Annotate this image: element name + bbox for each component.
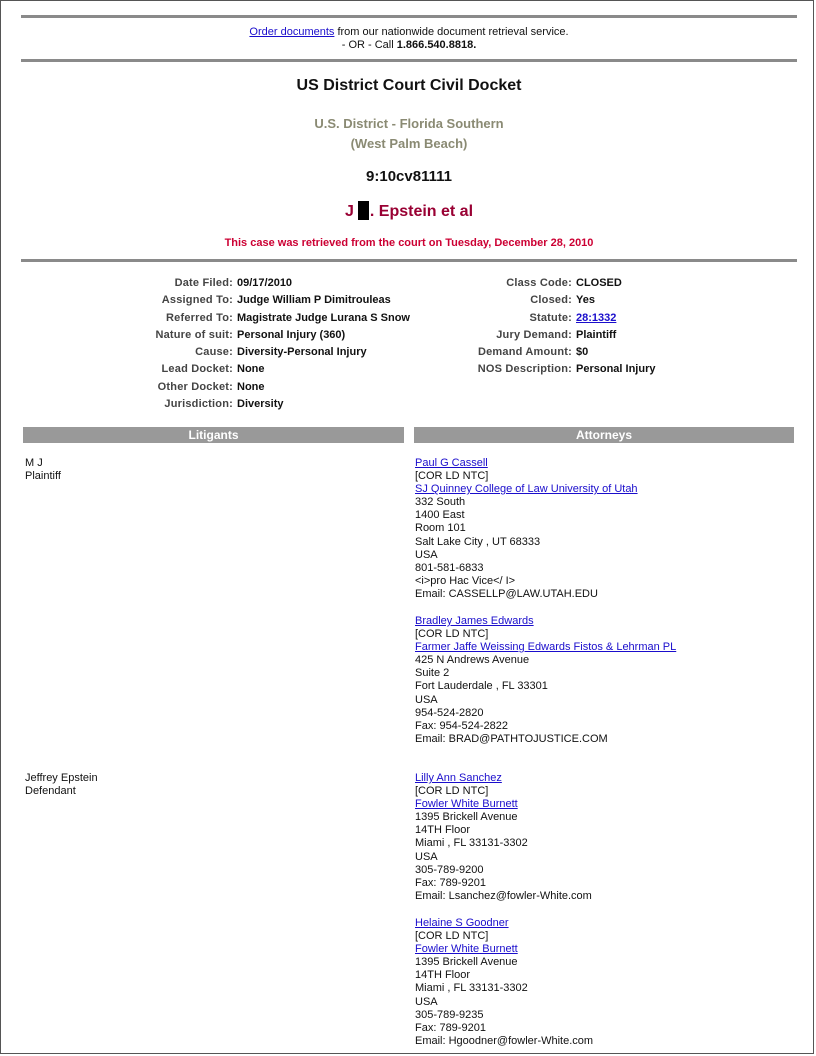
attorney-detail-line: Miami , FL 33131-3302: [415, 837, 528, 850]
info-value: Judge William P Dimitrouleas: [237, 294, 391, 307]
case-number: 9:10cv81111: [366, 168, 452, 185]
info-label: Other Docket:: [157, 380, 233, 393]
attorney-detail-line: 1400 East: [415, 509, 465, 522]
case-info-right: [453, 275, 655, 379]
attorney-detail-line: Room 101: [415, 522, 466, 535]
info-label: Cause:: [195, 346, 233, 359]
info-label: Nature of suit:: [155, 328, 233, 341]
info-label: Jury Demand:: [496, 328, 572, 341]
or-call-text: - OR - Call: [341, 39, 397, 51]
attorney-name-link[interactable]: Bradley James Edwards: [415, 615, 534, 627]
attorney-detail-line: 954-524-2820: [415, 706, 484, 719]
info-value: None: [237, 363, 265, 376]
info-label: NOS Description:: [477, 363, 572, 376]
info-value: None: [237, 380, 265, 393]
info-divider: [21, 259, 797, 262]
attorney-detail-line: Salt Lake City , UT 68333: [415, 535, 541, 548]
info-row: [121, 310, 410, 327]
info-value: Plaintiff: [576, 328, 617, 341]
info-label: Assigned To:: [161, 294, 233, 307]
attorney-detail-line: 14TH Floor: [415, 969, 471, 982]
info-value: Diversity-Personal Injury: [237, 346, 367, 359]
info-row: [453, 361, 655, 378]
attorney-name-link[interactable]: Helaine S Goodner: [415, 917, 509, 929]
attorneys-header: Attorneys: [414, 427, 794, 443]
info-row: [453, 275, 655, 292]
info-label: Statute:: [529, 311, 572, 324]
attorney-detail-line: 305-789-9200: [415, 863, 484, 876]
order-banner-text: from our nationwide document retrieval service.: [334, 26, 569, 38]
attorney-detail-line: 14TH Floor: [415, 824, 471, 837]
attorney-block: [415, 917, 593, 1048]
attorney-detail-line: 305-789-9235: [415, 1008, 484, 1021]
attorney-designation: [COR LD NTC]: [415, 930, 489, 943]
attorney-detail-line: Suite 2: [415, 667, 450, 680]
info-label: Jurisdiction:: [164, 398, 233, 411]
info-label: Closed:: [530, 294, 572, 307]
attorney-detail-line: Email: Hgoodner@fowler-White.com: [415, 1034, 594, 1047]
case-name-suffix: . Epstein et al: [369, 203, 474, 220]
case-name: [1, 201, 816, 221]
info-row: [121, 292, 410, 309]
header-divider: [21, 59, 797, 62]
info-row: [121, 396, 410, 413]
info-value: Diversity: [237, 398, 284, 411]
redaction-block: [358, 201, 369, 220]
case-info-left: [121, 275, 410, 413]
party-plaintiff: [25, 457, 61, 483]
law-firm-link[interactable]: Fowler White Burnett: [415, 943, 518, 956]
law-firm-link[interactable]: Farmer Jaffe Weissing Edwards Fistos & Lehrman PL: [415, 641, 677, 654]
attorney-detail-line: USA: [415, 693, 438, 706]
info-row: [121, 275, 410, 292]
party-role: Defendant: [25, 785, 76, 797]
info-row: [453, 344, 655, 361]
info-row: [453, 292, 655, 309]
attorney-detail-line: Email: Lsanchez@fowler-White.com: [415, 889, 592, 902]
attorney-name-link[interactable]: Paul G Cassell: [415, 457, 488, 469]
attorney-designation: [COR LD NTC]: [415, 785, 489, 798]
district-name: U.S. District - Florida Southern: [314, 116, 504, 131]
law-firm-link[interactable]: SJ Quinney College of Law University of Utah: [415, 483, 638, 496]
party-defendant: [25, 772, 98, 798]
page-title: US District Court Civil Docket: [296, 77, 522, 94]
info-label: Lead Docket:: [161, 363, 233, 376]
info-value: Magistrate Judge Lurana S Snow: [237, 311, 410, 324]
law-firm-link[interactable]: Fowler White Burnett: [415, 798, 518, 811]
info-row: [121, 344, 410, 361]
attorney-detail-line: Fort Lauderdale , FL 33301: [415, 680, 548, 693]
attorney-detail-line: USA: [415, 850, 438, 863]
retrieved-notice: This case was retrieved from the court on Tuesday, December 28, 2010: [224, 237, 594, 249]
party-name: Jeffrey Epstein: [25, 772, 98, 784]
attorney-detail-line: 1395 Brickell Avenue: [415, 811, 518, 824]
attorney-detail-line: 1395 Brickell Avenue: [415, 956, 518, 969]
attorney-detail-line: Fax: 954-524-2822: [415, 719, 508, 732]
court-district: [1, 114, 816, 154]
litigants-header: Litigants: [23, 427, 404, 443]
attorney-detail-line: Fax: 789-9201: [415, 876, 486, 889]
attorney-detail-line: 332 South: [415, 496, 466, 509]
info-value: Personal Injury (360): [237, 328, 346, 341]
info-value: 09/17/2010: [237, 277, 293, 289]
order-banner: [1, 26, 816, 52]
attorney-detail-line: 801-581-6833: [415, 561, 484, 574]
attorney-detail-line: USA: [415, 995, 438, 1008]
case-name-prefix: J: [344, 203, 354, 220]
attorney-detail-line: Email: BRAD@PATHTOJUSTICE.COM: [415, 732, 608, 745]
attorney-detail-line: 425 N Andrews Avenue: [415, 654, 530, 667]
info-label: Demand Amount:: [477, 346, 572, 359]
info-row: [453, 327, 655, 344]
attorney-detail-line: Email: CASSELLP@LAW.UTAH.EDU: [415, 587, 598, 600]
attorney-detail-line: Fax: 789-9201: [415, 1021, 486, 1034]
info-row: [453, 310, 655, 327]
attorney-block: [415, 615, 676, 746]
order-documents-link[interactable]: Order documents: [249, 26, 335, 38]
info-value: CLOSED: [576, 277, 622, 289]
attorney-block: [415, 772, 592, 903]
info-value: $0: [576, 346, 589, 359]
attorney-detail-line: Miami , FL 33131-3302: [415, 982, 528, 995]
info-value: Personal Injury: [576, 363, 656, 376]
info-row: [121, 361, 410, 378]
info-label: Referred To:: [166, 311, 233, 324]
party-role: Plaintiff: [25, 470, 61, 482]
statute-link[interactable]: 28:1332: [576, 311, 617, 324]
attorney-name-link[interactable]: Lilly Ann Sanchez: [415, 772, 502, 784]
order-phone: 1.866.540.8818.: [396, 39, 477, 51]
party-name: M J: [25, 457, 43, 469]
info-label: Date Filed:: [174, 277, 233, 289]
attorney-designation: [COR LD NTC]: [415, 628, 489, 641]
info-value: Yes: [576, 294, 595, 307]
info-row: [121, 327, 410, 344]
division-name: (West Palm Beach): [350, 136, 468, 151]
attorney-detail-line: <i>pro Hac Vice</ I>: [415, 574, 516, 587]
info-row: [121, 379, 410, 396]
attorney-designation: [COR LD NTC]: [415, 470, 489, 483]
attorney-detail-line: USA: [415, 548, 438, 561]
attorney-block: [415, 457, 638, 601]
top-divider: [21, 15, 797, 18]
info-label: Class Code:: [506, 277, 572, 289]
